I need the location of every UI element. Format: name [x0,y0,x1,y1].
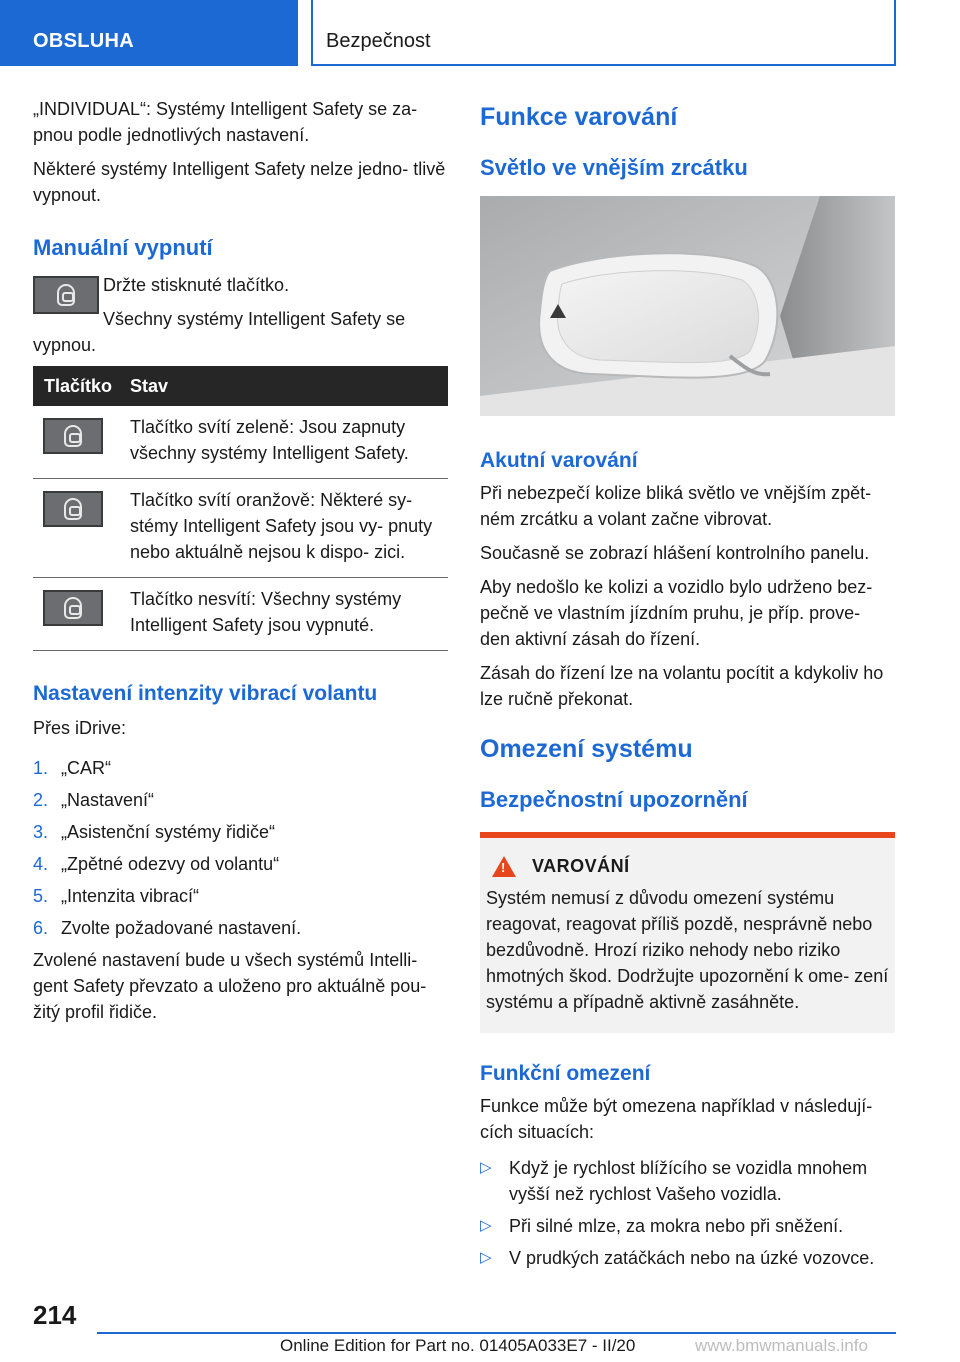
table-row [33,406,448,479]
table-header-status: Stav [130,366,448,406]
side-mirror-illustration [480,196,895,416]
intro-paragraph-1: „INDIVIDUAL“: Systémy Intelligent Safety se za- pnou podle jednotlivých nastavení. [33,99,418,145]
intelligent-safety-button-icon [43,491,103,527]
vibration-title: Nastavení intenzity vibrací volantu [33,682,378,705]
table-cell-status: Tlačítko nesvítí: Všechny systémy Intelligent Safety jsou vypnuté. [130,578,448,651]
acute-paragraph-3: Aby nedošlo ke kolizi a vozidlo bylo udrženo bez- pečně ve vlastním jízdním pruhu, je příp. prove- den aktivní zásah do řízení. [480,577,873,649]
limits-list [480,1155,895,1271]
manual-title: Manuální vypnutí [33,235,213,260]
list-item: 1. „CAR“ [33,758,111,778]
safety-notes-title: Bezpečnostní upozornění [480,787,748,812]
intelligent-safety-button-icon [33,276,99,314]
side-mirror-image [480,196,895,416]
section-label: OBSLUHA [33,30,134,52]
warning-functions-title: Funkce varování [480,103,678,131]
system-limits-title: Omezení systému [480,735,693,763]
warning-header [486,856,889,877]
bullet-triangle-icon: ▷ [480,1159,492,1176]
bullet-triangle-icon: ▷ [480,1249,492,1266]
warning-label: VAROVÁNÍ [532,856,630,876]
chapter-tab [311,0,896,66]
warning-text: Systém nemusí z důvodu omezení systému reagovat, reagovat příliš pozdě, nesprávně nebo bezdůvodně. Hrozí riziko nehody nebo riziko hmotných škod. Dodržujte upozornění k ome- zení systému a případně aktivně zasáhněte. [486,888,889,1012]
vibration-outro: Zvolené nastavení bude u všech systémů Intelli- gent Safety převzato a uloženo pro aktuálně pou- žitý profil řidiče. [33,950,427,1022]
functional-limits-intro: Funkce může být omezena například v následují- cích situacích: [480,1096,873,1142]
right-column [480,102,895,1277]
idrive-steps [33,755,448,941]
list-item: 5. „Intenzita vibrací“ [33,886,200,906]
warning-box [480,832,895,1033]
bullet-triangle-icon: ▷ [480,1217,492,1234]
list-item: 6. Zvolte požadované nastavení. [33,918,302,938]
list-item: ▷ Při silné mlze, za mokra nebo při sněžení. [480,1213,895,1239]
button-status-table [33,366,448,651]
edition-text: Online Edition for Part no. 01405A033E7 - II/20 [280,1336,636,1355]
functional-limits-title: Funkční omezení [480,1062,651,1085]
list-item: ▷ V prudkých zatáčkách nebo na úzké vozovce. [480,1245,895,1271]
table-cell-status: Tlačítko svítí zeleně: Jsou zapnuty všechny systémy Intelligent Safety. [130,406,448,479]
manual-paragraph-2: Všechny systémy Intelligent Safety se vypnou. [33,309,406,355]
vibration-intro: Přes iDrive: [33,718,127,738]
mirror-light-title: Světlo ve vnějším zrcátku [480,155,748,180]
manual-block [33,272,448,355]
acute-paragraph-1: Při nebezpečí kolize bliká světlo ve vnějším zpět- ném zrcátku a volant začne vibrovat. [480,483,872,529]
list-item: 2. „Nastavení“ [33,790,155,810]
acute-paragraph-4: Zásah do řízení lze na volantu pocítit a kdykoliv ho lze ručně překonat. [480,663,884,709]
intro-paragraph-2: Některé systémy Intelligent Safety nelze jedno- tlivě vypnout. [33,159,446,205]
footer-rule [97,1332,896,1334]
section-tab [0,0,298,66]
list-item: ▷ Když je rychlost blížícího se vozidla mnohem vyšší než rychlost Vašeho vozidla. [480,1155,895,1207]
manual-paragraph-1: Držte stisknuté tlačítko. [103,275,290,295]
table-cell-status: Tlačítko svítí oranžově: Některé sy- stémy Intelligent Safety jsou vy- pnuty nebo aktuálně nejsou k dispo- zici. [130,479,448,578]
warning-triangle-icon [492,856,516,877]
table-row [33,578,448,651]
chapter-label: Bezpečnost [326,30,431,52]
intelligent-safety-button-icon [43,418,103,454]
table-header-button: Tlačítko [33,366,130,406]
left-column [33,96,448,1033]
watermark: www.bmwmanuals.info [695,1336,868,1355]
table-row [33,479,448,578]
list-item: 4. „Zpětné odezvy od volantu“ [33,854,280,874]
acute-paragraph-2: Současně se zobrazí hlášení kontrolního panelu. [480,543,870,563]
list-item: 3. „Asistenční systémy řidiče“ [33,822,276,842]
acute-warning-title: Akutní varování [480,449,638,472]
page-number: 214 [33,1300,77,1330]
intelligent-safety-button-icon [43,590,103,626]
